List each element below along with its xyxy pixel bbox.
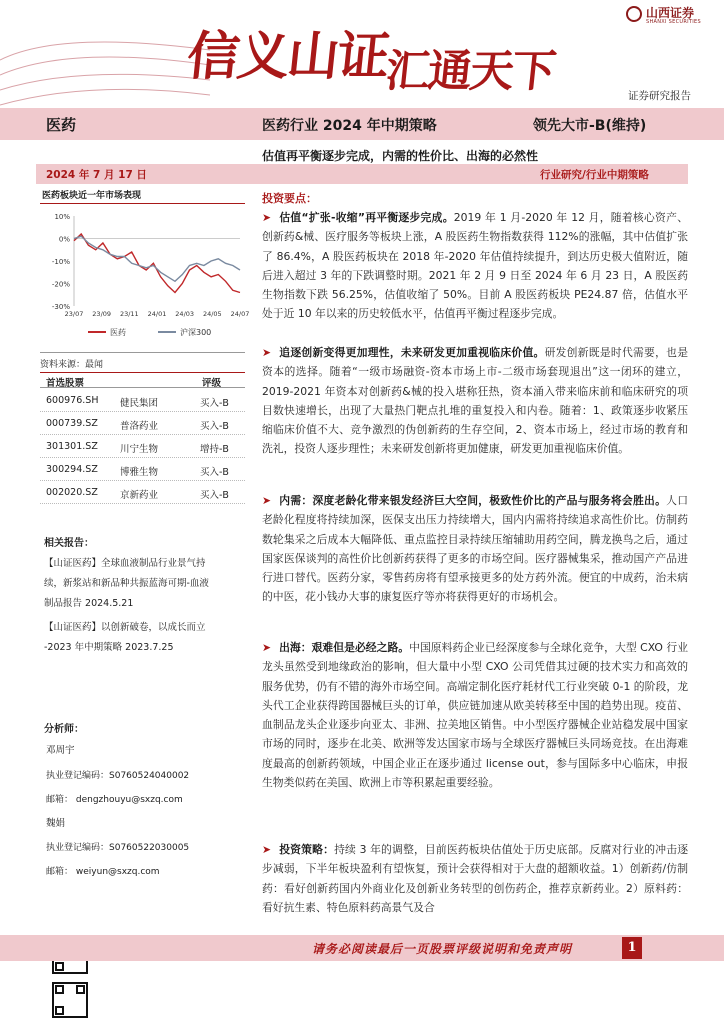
stock-code: 300294.SZ xyxy=(46,464,98,475)
stock-header-rating: 评级 xyxy=(202,378,222,389)
disclaimer-notice: 请务必阅读最后一页股票评级说明和免责声明 xyxy=(312,942,573,956)
analyst-license: 执业登记编码：S0760522030005 xyxy=(46,843,190,853)
sidebar-chart-block xyxy=(40,186,250,370)
slogan-part-b: 汇通天下 xyxy=(383,46,557,97)
stock-code: 000739.SZ xyxy=(46,418,98,429)
x-tick-label: 24/03 xyxy=(175,310,195,318)
chart-source: 资料来源：最闻 xyxy=(40,352,245,370)
related-report-line: 【山证医药】以创新破卷，以成长而立 xyxy=(44,622,206,633)
slogan-part-a: 信义山证 xyxy=(184,26,391,87)
qr-code-icon xyxy=(52,982,88,1018)
analyst-name: 魏娟 xyxy=(46,818,66,829)
analyst-license: 执业登记编码：S0760524040002 xyxy=(46,771,190,781)
stock-name: 普洛药业 xyxy=(120,421,159,432)
x-tick-label: 24/01 xyxy=(147,310,167,318)
chart-title: 医药板块近一年市场表现 xyxy=(40,186,245,204)
key-point-paragraph xyxy=(262,208,688,324)
analyst-email-label: 邮箱： xyxy=(46,795,74,805)
page-number: 1 xyxy=(622,937,642,959)
stock-row xyxy=(40,413,245,435)
related-report-link[interactable] xyxy=(44,618,244,658)
stock-row xyxy=(40,436,245,458)
analyst-email-row xyxy=(46,864,160,877)
key-point-paragraph xyxy=(262,638,688,792)
company-logo-subtext: SHANXI SECURITIES xyxy=(646,19,701,25)
legend-label: 医药 xyxy=(110,328,126,337)
analyst-email-row xyxy=(46,792,183,805)
stock-code: 002020.SZ xyxy=(46,487,98,498)
stock-code: 600976.SH xyxy=(46,395,99,406)
x-tick-label: 23/09 xyxy=(92,310,112,318)
bullet-arrow-icon: ➤ xyxy=(262,211,272,224)
analyst-email[interactable]: dengzhouyu@sxzq.com xyxy=(75,795,183,805)
analysts-title: 分析师： xyxy=(44,724,84,735)
x-tick-label: 24/05 xyxy=(202,310,222,318)
report-subtitle: 估值再平衡逐步完成，内需的性价比、出海的必然性 xyxy=(262,149,539,163)
stock-row xyxy=(40,390,245,412)
stock-rating: 买入-B xyxy=(200,490,229,501)
key-point-paragraph xyxy=(262,491,688,607)
company-logo-icon xyxy=(626,6,642,22)
bullet-arrow-icon: ➤ xyxy=(262,843,272,856)
key-point-lead: 内需：深度老龄化带来银发经济巨大空间，极致性价比的产品与服务将会胜出。 xyxy=(279,494,667,507)
stock-rating: 买入-B xyxy=(200,421,229,432)
report-type-label: 证券研究报告 xyxy=(628,90,691,102)
stock-name: 京新药业 xyxy=(120,490,159,501)
legend-label: 沪深300 xyxy=(180,328,212,337)
stock-code: 301301.SZ xyxy=(46,441,98,452)
key-point-paragraph xyxy=(262,343,688,459)
related-report-line: 制品报告 2024.5.21 xyxy=(44,598,134,609)
key-point-text: 2019 年 1 月-2020 年 12 月，随着核心资产、创新药&械、医疗服务等板块上涨，A 股医药生物指数获得 112%的涨幅，其中估值扩张了 86.4%，A 股医药板块在 2018 年-2020 年估值持续提升，到达历史极大值附近，随后进入超过 3 年的下跌调整时期。2021 年 2 月 9 日至 2024 年 6 月 23 日，A 股医药生物指数下跌 56.25%，估值收缩了 50%。目前 A 股医药板块 PE24.87 倍，估值水平处于近 10 年以来的历史较低水平，估值再平衡过程逐步完成。 xyxy=(262,211,688,321)
key-point-lead: 追逐创新变得更加理性，未来研发更加重视临床价值。 xyxy=(279,346,545,359)
industry-rating: 领先大市-B(维持) xyxy=(533,118,647,134)
industry-label: 医药 xyxy=(46,116,77,134)
y-tick-label: 10% xyxy=(54,213,70,221)
related-reports-title: 相关报告： xyxy=(44,538,94,549)
stock-name: 健民集团 xyxy=(120,398,159,409)
bullet-arrow-icon: ➤ xyxy=(262,346,272,359)
report-title: 医药行业 2024 年中期策略 xyxy=(262,118,437,134)
y-tick-label: 0% xyxy=(58,235,70,244)
stock-name: 博雅生物 xyxy=(120,467,159,478)
bullet-arrow-icon: ➤ xyxy=(262,494,272,507)
decorative-lines-icon xyxy=(0,20,210,110)
series-line-0 xyxy=(74,234,240,293)
stock-row xyxy=(40,482,245,504)
stock-name: 川宁生物 xyxy=(120,444,159,455)
brand-slogan xyxy=(184,14,560,97)
series-line-1 xyxy=(74,236,240,281)
key-point-text: 研发创新既是时代需要，也是资本的选择。随着“一级市场融资-资本市场上市-二级市场套现退出”这一闭环的建立，2019-2021 年资本对创新药&械的投入堪称狂热，资本涌入带来临床前和临床研究的项目数快速增长，出现了大量热门靶点扎堆的重复投入和内卷。随着：1、政策逐步收紧压缩临床价值不大、竞争激烈的伪创新药的生存空间，2、资本市场上，经过市场的教育和洗礼，投资人逐步理性；未来研发创新将更加健康，研发更加重视临床价值。 xyxy=(262,346,689,456)
key-point-lead: 投资策略： xyxy=(279,843,335,856)
x-tick-label: 23/11 xyxy=(119,310,139,318)
key-points-title: 投资要点： xyxy=(262,192,317,205)
stock-header-name: 首选股票 xyxy=(46,378,85,389)
key-point-lead: 出海：艰难但是必经之路。 xyxy=(279,641,410,654)
stock-rating: 买入-B xyxy=(200,467,229,478)
x-tick-label: 23/07 xyxy=(64,310,84,318)
key-point-lead: 估值“扩张-收缩”再平衡逐步完成。 xyxy=(279,211,454,224)
key-point-text: 中国原料药企业已经深度参与全球化竞争，大型 CXO 行业龙头虽然受到地缘政治的影响，但大量中小型 CXO 公司凭借其过硬的技术实力和高效的服务优势，仍有不错的海外市场空间。高端定制化医疗耗材代工行业突破 0-1 的阶段，龙头代工企业获得跨国器械巨头的订单，供应链加速从欧美转移至中国的趋势出现。疫苗、血制品龙头企业逐步向亚太、非洲、拉美地区销售。中小型医疗器械企业站稳发展中国家市场的同时，逐步在北美、欧洲等发达国家市场与全球医疗器械巨头同场竞技。在出海难度最高的创新药领域，中国企业正在逐步通过 license out，参与国际多中心临床，申报生物类似药在美国、欧洲上市等积累起重要经验。 xyxy=(262,641,689,790)
stock-row xyxy=(40,459,245,481)
stock-rating: 买入-B xyxy=(200,398,229,409)
related-report-link[interactable] xyxy=(44,554,244,614)
report-category: 行业研究/行业中期策略 xyxy=(540,169,649,181)
y-tick-label: -30% xyxy=(51,303,70,311)
report-date: 2024 年 7 月 17 日 xyxy=(46,169,147,181)
analyst-email-label: 邮箱： xyxy=(46,867,74,877)
analyst-email[interactable]: weiyun@sxzq.com xyxy=(75,867,160,877)
related-report-line: 续，新浆站和新品种共振蓝海可期-血液 xyxy=(44,578,209,589)
key-point-paragraph xyxy=(262,840,688,914)
x-tick-label: 24/07 xyxy=(230,310,250,318)
y-tick-label: -10% xyxy=(51,258,70,266)
company-logo-text: 山西证券 xyxy=(646,6,695,20)
bullet-arrow-icon: ➤ xyxy=(262,641,272,654)
key-point-text: 持续 3 年的调整，目前医药板块估值处于历史底部。反腐对行业的冲击逐步减弱，下半年板块盈利有望恢复，预计会获得相对于大盘的超额收益。1）创新药/仿制药：看好创新药国内外商业化及创新业务转型的创伤药企，推荐京新药业。2）原料药：看好抗生素、特色原料药高景气及合 xyxy=(262,843,688,914)
analyst-name: 邓周宇 xyxy=(46,745,75,756)
key-point-text: 人口老龄化程度将持续加深，医保支出压力持续增大，国内内需将持续追求高性价比。仿制药数轮集采之后成本大幅降低、重点监控目录持续压缩辅助用药空间，腾龙换鸟之后，通过国家医保谈判的高性价比创新药获得了更多的市场空间。医疗器械集采，推动国产产品进行进口替代。医药分家，零售药房将有望承接更多的处方药外流。便宜的中成药，治未病的中医，花小钱办大事的康复医疗等亦将获得更好的市场机会。 xyxy=(262,494,689,604)
related-report-line: -2023 年中期策略 2023.7.25 xyxy=(44,642,174,653)
stock-table-header xyxy=(40,372,245,388)
stock-rating: 增持-B xyxy=(200,444,229,455)
y-tick-label: -20% xyxy=(51,280,70,289)
related-report-line: 【山证医药】全球血液制品行业景气持 xyxy=(44,558,206,569)
market-performance-chart xyxy=(40,210,250,340)
